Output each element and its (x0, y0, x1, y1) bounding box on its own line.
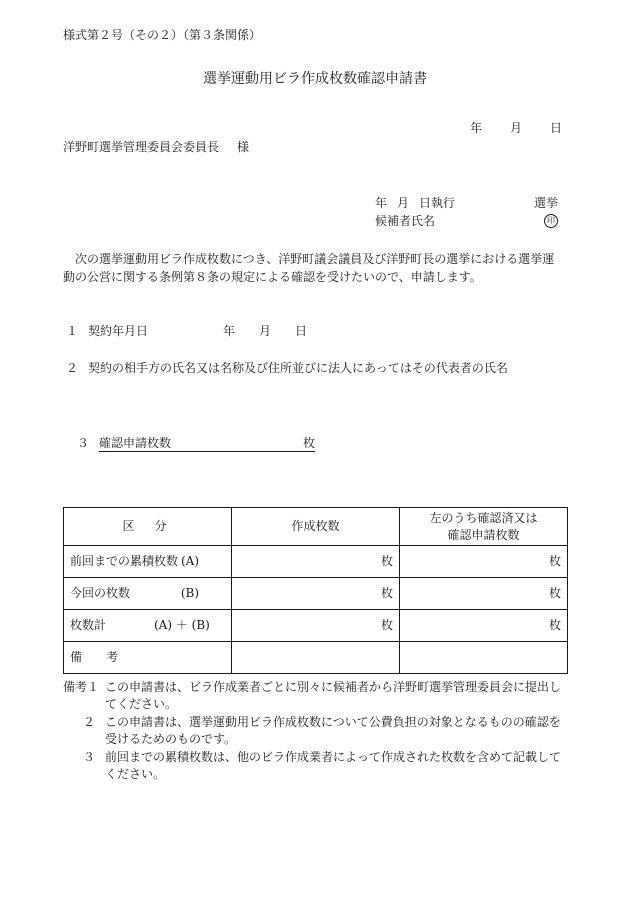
item2-number: ２ (66, 361, 79, 375)
header-kakunin-line1: 左のうち確認済又は (429, 510, 538, 525)
row1-kakunin-unit[interactable]: 枚 (400, 546, 568, 578)
item1-label: 契約年月日 (88, 324, 149, 338)
remarks (63, 679, 563, 784)
date-day: 日 (550, 121, 563, 135)
row4-sakusei-cell[interactable] (232, 642, 400, 674)
table-header-row (64, 508, 568, 546)
item3-underlined-field (99, 436, 315, 452)
item2-label: 契約の相手方の氏名又は名称及び住所並びに法人にあってはその代表者の氏名 (88, 361, 508, 375)
candidate-label: 候補者氏名 (375, 214, 436, 228)
header-sakusei: 作成枚数 (232, 508, 400, 546)
row2-label: 今回の枚数 (70, 586, 131, 601)
remark-item (63, 749, 563, 783)
item3-unit: 枚 (303, 436, 316, 450)
election-type: 選挙 (533, 196, 558, 210)
row1-label: 前回までの累積枚数 (70, 554, 179, 569)
item-contract-date (66, 324, 307, 338)
remark3-label: ３ (82, 750, 95, 764)
remark2-label: ２ (82, 715, 95, 729)
remark1-label: 備考１ (63, 680, 100, 694)
item1-day: 日 (295, 324, 308, 338)
table-row (64, 642, 568, 674)
row3-label: 枚数計 (70, 618, 107, 633)
row2-sakusei-unit[interactable]: 枚 (232, 578, 400, 610)
seal-icon: 印 (544, 214, 558, 228)
remark-item (63, 679, 563, 713)
row1-sakusei-unit[interactable]: 枚 (232, 546, 400, 578)
item-contract-party (66, 361, 508, 375)
row4-kakunin-cell[interactable] (400, 642, 568, 674)
date-year: 年 (470, 121, 483, 135)
row3-label-cell (64, 610, 232, 642)
header-kakunin (400, 508, 568, 546)
count-table (63, 507, 568, 674)
table-row (64, 578, 568, 610)
addressee-honorific: 様 (237, 140, 250, 154)
remark-item (63, 714, 563, 748)
table-row (64, 546, 568, 578)
item1-month: 月 (259, 324, 272, 338)
row1-tag: (A) (180, 554, 199, 569)
remark2-text: この申請書は、選挙運動用ビラ作成枚数について公費負担の対象となるものの確認を受けるためのものです。 (105, 715, 561, 746)
candidate-line (375, 214, 558, 228)
election-line (375, 196, 558, 210)
item1-date (223, 324, 307, 338)
row3-label-group (70, 618, 225, 632)
item-requested-count (77, 436, 315, 452)
election-year: 年 (375, 196, 388, 210)
row3-kakunin-unit[interactable]: 枚 (400, 610, 568, 642)
row2-kakunin-unit[interactable]: 枚 (400, 578, 568, 610)
election-date (375, 196, 455, 210)
table-row (64, 610, 568, 642)
row2-tag: (B) (180, 586, 199, 601)
row3-tag: (A) ＋ (B) (154, 618, 210, 633)
application-date (470, 121, 562, 135)
header-kakunin-line2: 確認申請枚数 (447, 527, 520, 542)
date-month: 月 (510, 121, 523, 135)
addressee-name: 洋野町選挙管理委員会委員長 (63, 140, 220, 154)
row1-label-cell (64, 546, 232, 578)
item3-number: ３ (77, 436, 90, 450)
row2-label-cell (64, 578, 232, 610)
form-number: 様式第２号（その２）（第３条関係） (63, 28, 262, 42)
application-statement: 次の選挙運動用ビラ作成枚数につき、洋野町議会議員及び洋野町長の選挙における選挙運動の公営に関する条例第８条の規定による確認を受けたいので、申請します。 (63, 252, 555, 284)
row3-sakusei-unit[interactable]: 枚 (232, 610, 400, 642)
remark3-text: 前回までの累積枚数は、他のビラ作成業者によって作成された枚数を含めて記載してください。 (105, 750, 562, 781)
form-title: 選挙運動用ビラ作成枚数確認申請書 (203, 71, 427, 87)
row4-label: 備考 (64, 642, 232, 674)
header-kubun: 区分 (64, 508, 232, 546)
item3-label: 確認申請枚数 (99, 436, 172, 450)
election-day-exec: 日執行 (419, 196, 456, 210)
addressee (63, 140, 249, 154)
row2-label-group (70, 586, 225, 600)
item1-number: １ (66, 324, 79, 338)
remark1-text: この申請書は、ビラ作成業者ごとに別々に候補者から洋野町選挙管理委員会に提出してください。 (105, 680, 562, 711)
item1-year: 年 (223, 324, 236, 338)
row1-label-group (70, 554, 225, 568)
election-month: 月 (397, 196, 410, 210)
